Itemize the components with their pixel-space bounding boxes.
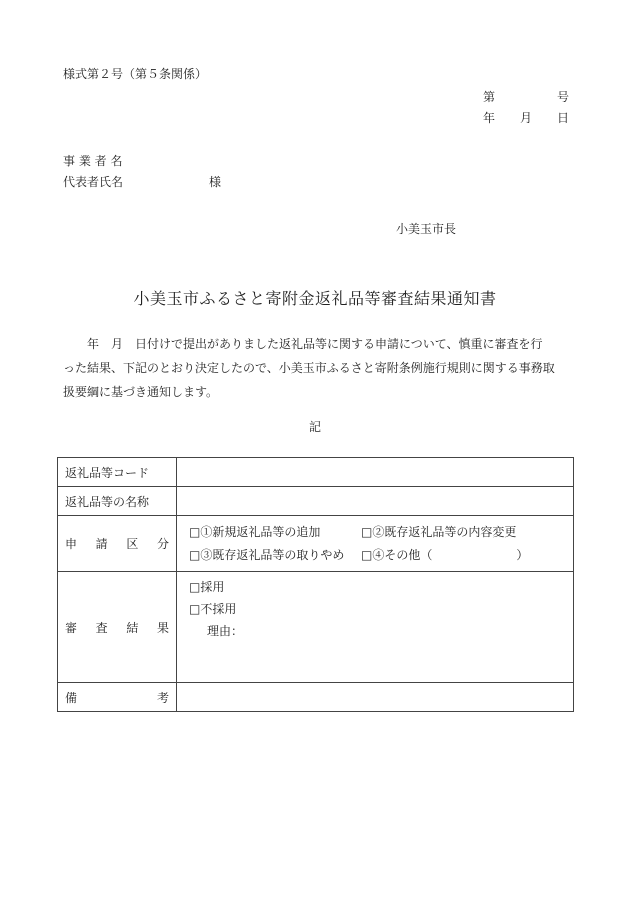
table-row [58, 487, 574, 516]
option-other: □④その他（ ） [361, 547, 529, 562]
option-withdraw-item: □③既存返礼品等の取りやめ [189, 547, 345, 562]
remarks-value [177, 683, 574, 712]
honorific: 様 [209, 175, 222, 189]
issuer: 小美玉市長 [396, 222, 457, 236]
result-label: 審査結果 [58, 572, 177, 683]
body-line-3: 扱要綱に基づき通知します。 [63, 385, 219, 399]
business-name-label: 事 業 者 名 [63, 154, 123, 168]
table-row [58, 516, 574, 572]
table-row [58, 458, 574, 487]
result-reason: 理由： [207, 624, 244, 638]
date-day-label: 日 [557, 111, 570, 125]
representative-label: 代表者氏名 [63, 175, 124, 189]
code-label: 返礼品等コード [58, 458, 177, 487]
name-value [177, 487, 574, 516]
option-change-item: □②既存返礼品等の内容変更 [361, 524, 517, 539]
application-table [57, 457, 574, 712]
result-cell [177, 572, 574, 683]
option-new-item: □①新規返礼品等の追加 [189, 524, 321, 539]
ki-marker: 記 [308, 420, 321, 434]
category-label: 申請区分 [58, 516, 177, 572]
date-month-label: 月 [520, 111, 533, 125]
result-reject: □不採用 [189, 602, 237, 616]
body-line-1: 年 月 日付けで提出がありました返礼品等に関する申請について、慎重に審査を行 [63, 337, 543, 351]
body-paragraph [63, 332, 578, 404]
document-number-prefix: 第 [483, 90, 496, 104]
name-label: 返礼品等の名称 [58, 487, 177, 516]
category-options [177, 516, 574, 572]
table-row [58, 572, 574, 683]
table-row [58, 683, 574, 712]
date-year-label: 年 [483, 111, 496, 125]
document-title: 小美玉市ふるさと寄附金返礼品等審査結果通知書 [133, 289, 497, 308]
body-line-2: った結果、下記のとおり決定したので、小美玉市ふるさと寄附条例施行規則に関する事務取 [63, 361, 555, 375]
remarks-label: 備考 [58, 683, 177, 712]
form-number: 様式第２号（第５条関係） [63, 67, 208, 81]
code-value [177, 458, 574, 487]
result-adopt: □採用 [189, 580, 225, 594]
document-number-suffix: 号 [557, 90, 570, 104]
